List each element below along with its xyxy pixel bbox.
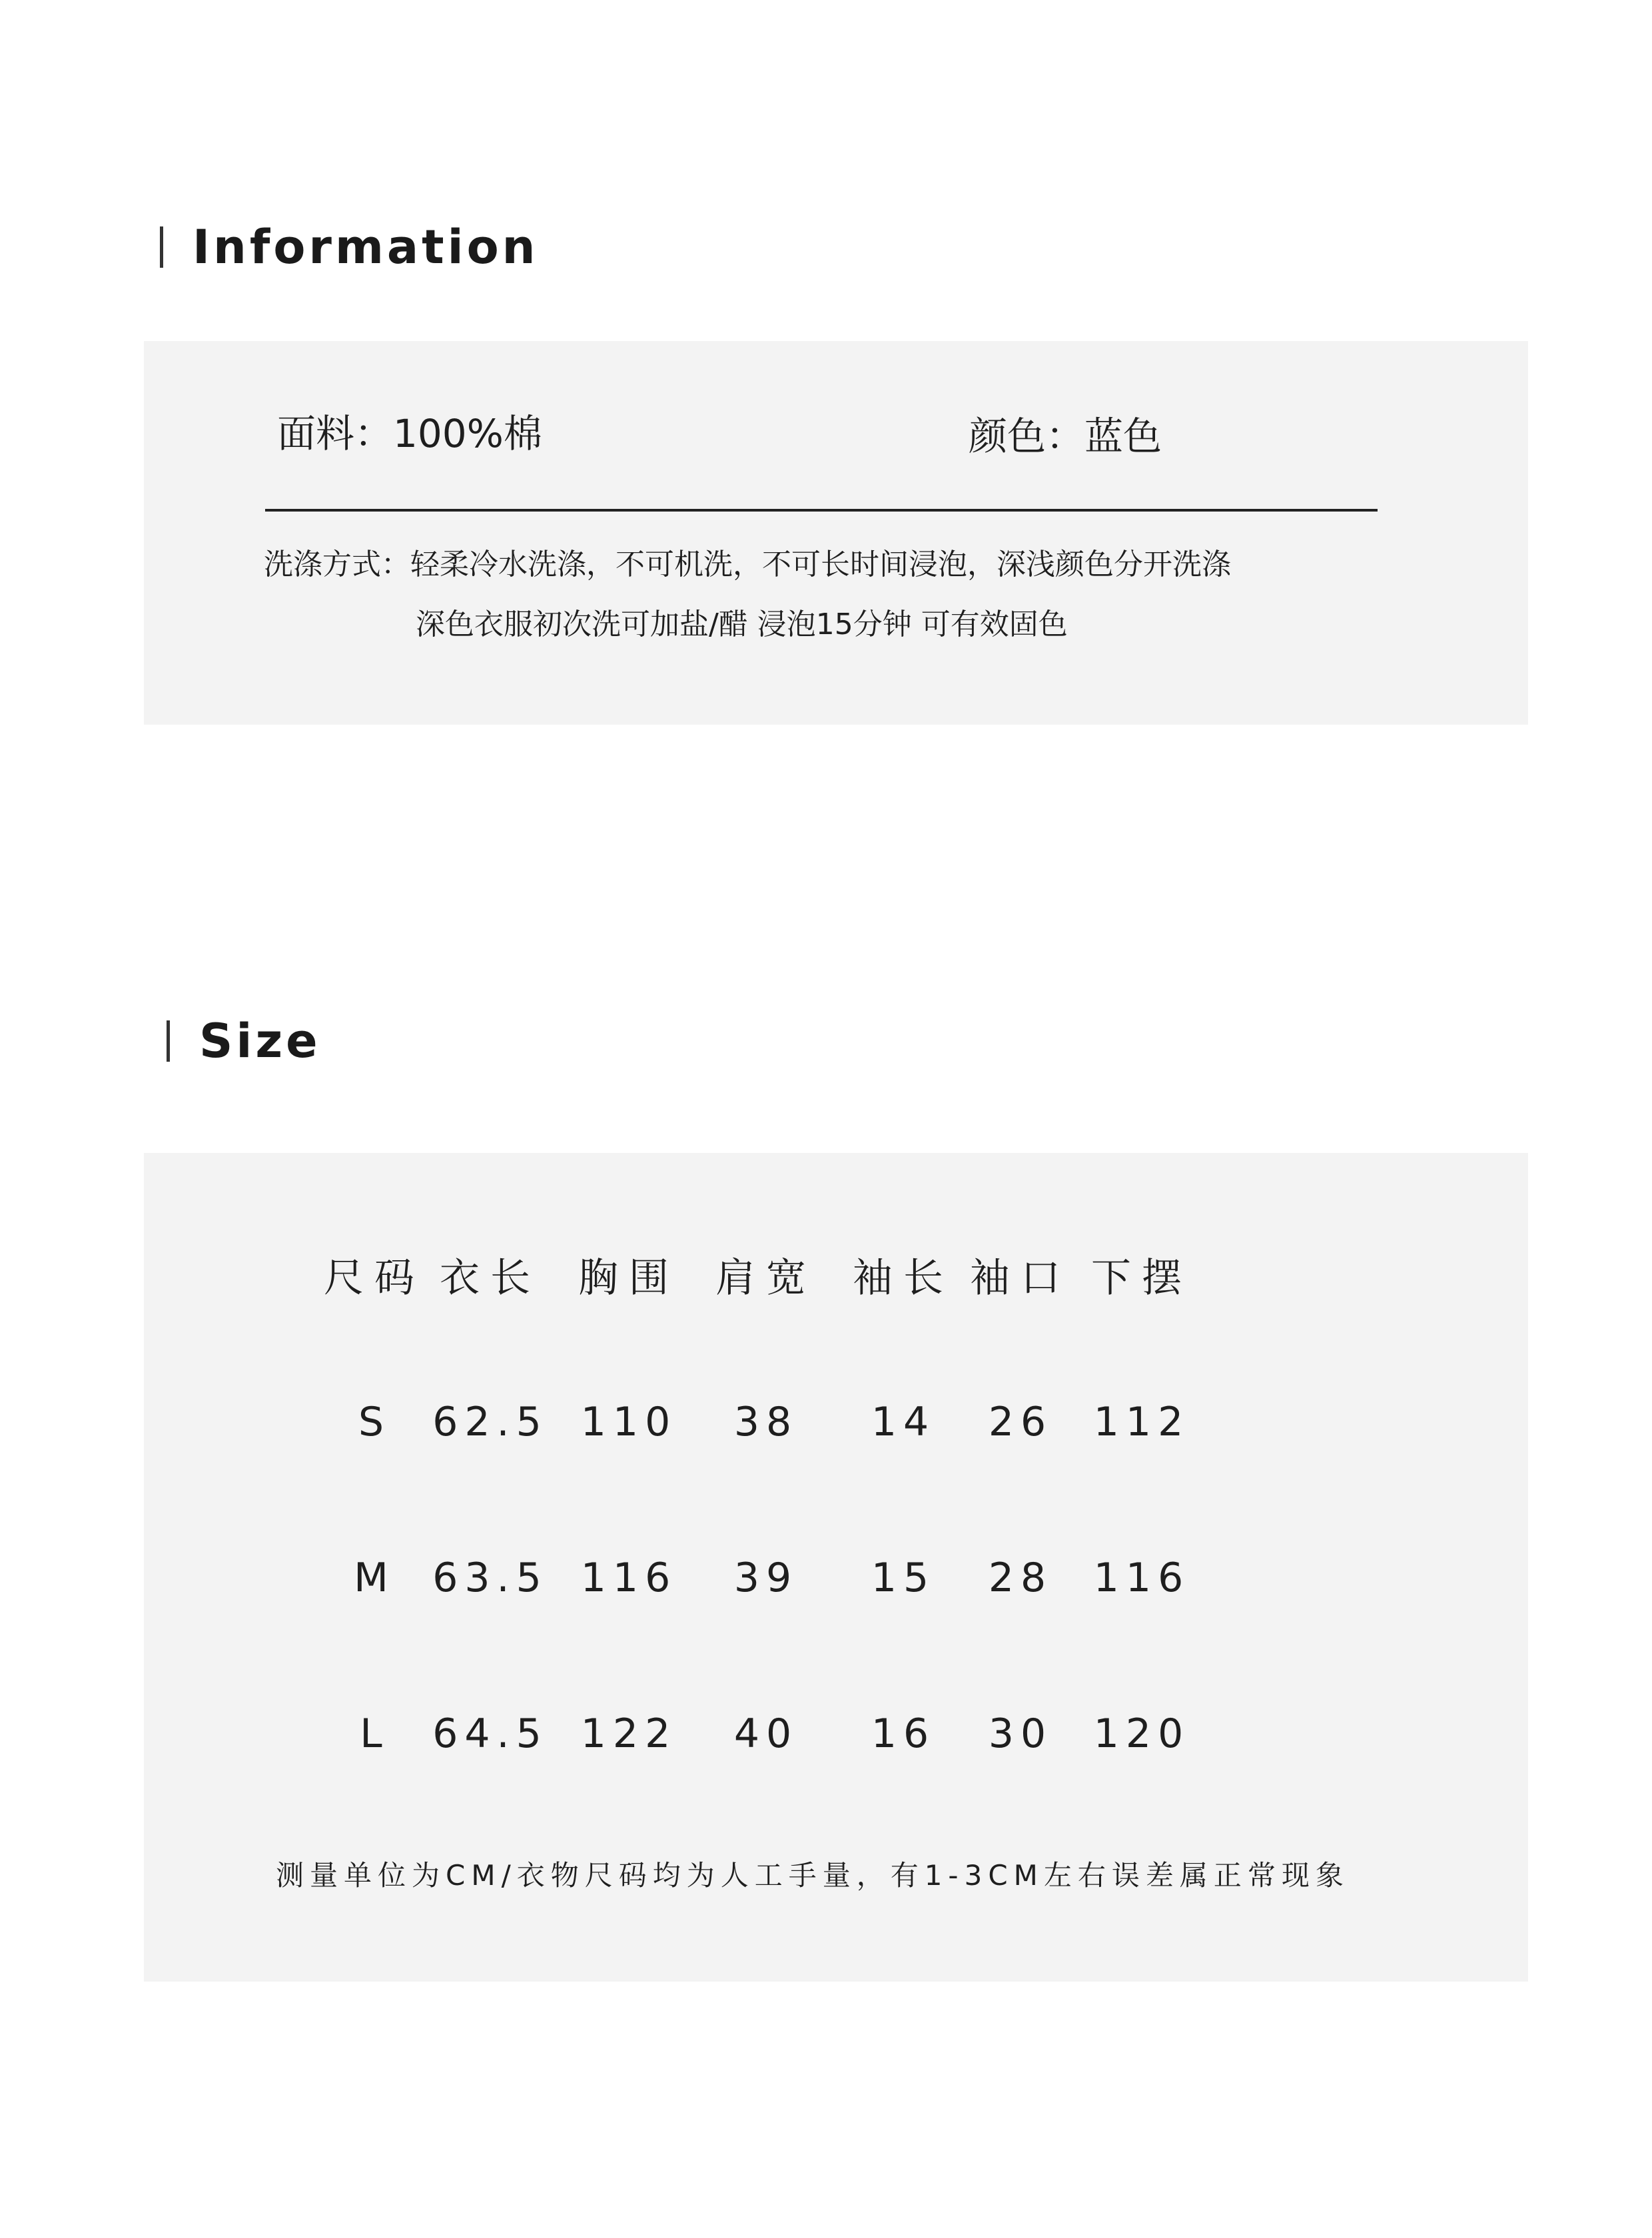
size-heading (167, 1014, 321, 1068)
size-table-header: 袖长 (853, 1255, 954, 1302)
size-table-cell: 26 (988, 1399, 1053, 1445)
size-table-header: 下摆 (1091, 1255, 1192, 1302)
size-table-cell: 110 (580, 1399, 677, 1445)
size-table-header: 胸围 (578, 1255, 679, 1302)
size-table-cell: 64.5 (432, 1710, 548, 1757)
size-table-cell: 62.5 (432, 1399, 548, 1445)
size-table-cell: 15 (871, 1555, 936, 1601)
information-panel (144, 341, 1528, 725)
divider (265, 509, 1378, 512)
color-text: 颜色：蓝色 (969, 414, 1162, 459)
information-heading (160, 220, 539, 274)
size-table-cell: 39 (733, 1555, 799, 1601)
size-table-cell: 16 (871, 1710, 936, 1757)
size-table-cell: 116 (1093, 1555, 1190, 1601)
measurement-note: 测量单位为CM/衣物尺码均为人工手量，有1-3CM左右误差属正常现象 (276, 1859, 1350, 1892)
size-table-cell: 30 (988, 1710, 1053, 1757)
size-table-cell: 28 (988, 1555, 1053, 1601)
size-table-header: 肩宽 (715, 1255, 817, 1302)
title-bar (160, 226, 163, 268)
size-table-cell: 112 (1093, 1399, 1190, 1445)
care-instructions-line-2: 深色衣服初次洗可加盐/醋 浸泡15分钟 可有效固色 (416, 607, 1068, 641)
size-table-cell: L (360, 1710, 389, 1757)
size-table-cell: 14 (871, 1399, 936, 1445)
size-table-header: 尺码 (324, 1255, 425, 1302)
size-table-cell: 120 (1093, 1710, 1190, 1757)
size-table-cell: 40 (733, 1710, 799, 1757)
title-bar (167, 1020, 170, 1062)
size-table-cell: 63.5 (432, 1555, 548, 1601)
information-title: Information (193, 220, 539, 274)
size-table-header: 衣长 (440, 1255, 541, 1302)
care-instructions-line-1: 洗涤方式：轻柔冷水洗涤，不可机洗，不可长时间浸泡，深浅颜色分开洗涤 (264, 548, 1231, 581)
size-table-cell: 38 (733, 1399, 799, 1445)
size-table-cell: 116 (580, 1555, 677, 1601)
size-title: Size (199, 1014, 321, 1068)
size-table-cell: S (358, 1399, 391, 1445)
size-table-header: 袖口 (970, 1255, 1071, 1302)
size-panel (144, 1153, 1528, 1982)
size-table-cell: 122 (580, 1710, 677, 1757)
fabric-text: 面料：100%棉 (277, 411, 542, 456)
size-table-cell: M (354, 1555, 395, 1601)
